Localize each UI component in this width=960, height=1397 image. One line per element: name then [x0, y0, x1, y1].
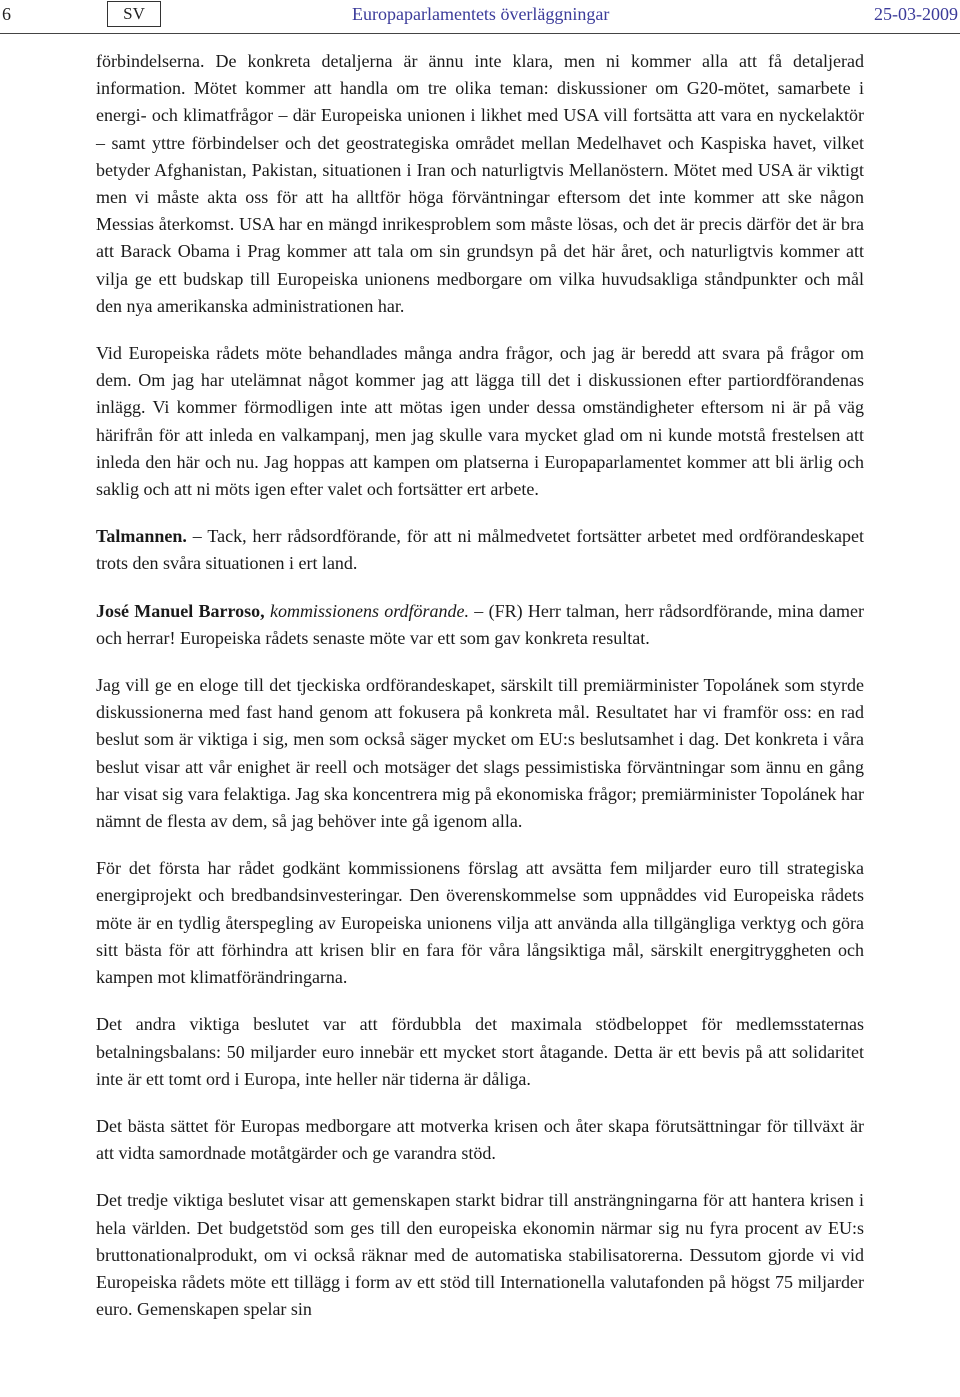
speaker-role: kommissionens ordförande. — [264, 600, 470, 621]
speaker-name: Talmannen. — [96, 526, 187, 547]
paragraph-9: Det tredje viktiga beslutet visar att gemenskapen starkt bidrar till ansträngningarna för att hantera krisen i hela världen. Det budgetstöd som ges till den europeiska ekonomin närmar sig nu fyra procent av EU:s bruttonationalprodukt, om vi också räknar med de automatiska stabilisatorerna. Dessutom gjorde vi vid Europeiska rådets möte ett tillägg i form av ett stöd till Internationella valutafonden på högst 75 miljarder euro. Gemenskapen spelar sin — [96, 1190, 864, 1320]
page-header — [0, 0, 960, 34]
paragraph-2: Vid Europeiska rådets möte behandlades många andra frågor, och jag är beredd att svara på frågor om dem. Om jag har utelämnat något kommer jag att lägga till det i diskussionen efter partiordförandenas inlägg. Vi kommer förmodligen inte att mötas igen under dessa omständigheter eftersom ni är på väg härifrån för att inleda en valkampanj, men jag skulle vara mycket glad om ni kunde motstå frestelsen att inleda den här och nu. Jag hoppas att kampen om platserna i Europaparlamentet kommer att bli ärlig och saklig och att ni möts igen efter valet och fortsätter ert arbete. — [96, 343, 864, 500]
paragraph-4: José Manuel Barroso, kommissionens ordförande. – (FR) Herr talman, herr rådsordförande, mina damer och herrar! Europeiska rådets senaste möte var ett som gav konkreta resultat. — [96, 600, 864, 648]
speaker-name: José Manuel Barroso, — [96, 600, 265, 621]
running-title: Europaparlamentets överläggningar — [352, 4, 610, 24]
paragraph-1: förbindelserna. De konkreta detaljerna är ännu inte klara, men ni kommer alla att få detaljerad information. Mötet kommer att handla om tre olika teman: diskussioner om G20-mötet, samarbete i energi- och klimatfrågor – där Europeiska unionen i likhet med USA vill fortsätta att vara en nyckelaktör – samt yttre förbindelser och det geostrategiska området mellan Medelhavet och Kaspiska havet, vilket betyder Afghanistan, Pakistan, situationen i Iran och naturligtvis Mellanöstern. Mötet med USA är viktigt men vi måste akta oss för att ha alltför höga förväntningar eftersom det inte kommer att ske någon Messias återkomst. USA har en mängd inrikesproblem som måste lösas, och det är precis därför det är bra att Barack Obama i Prag kommer att tala om sin grundsyn på det här året, och naturligtvis kommer att vilja ge ett budskap till Europeiska unionens medborgare om vilka huvudsakliga ståndpunkter och mål den nya amerikanska administrationen har. — [96, 51, 864, 316]
page-number: 6 — [2, 4, 11, 24]
header-divider — [0, 33, 960, 34]
paragraph-8: Det bästa sättet för Europas medborgare att motverka krisen och åter skapa förutsättningar för tillväxt är att vidta samordnade motåtgärder och ge varandra stöd. — [96, 1115, 864, 1164]
paragraph-3: Talmannen. – Tack, herr rådsordförande, för att ni målmedvetet fortsätter arbetet med ordförandeskapet trots den svåra situationen i ert land. — [96, 526, 864, 574]
paragraph-7: Det andra viktiga beslutet var att fördubbla det maximala stödbeloppet för medlemsstaternas betalningsbalans: 50 miljarder euro innebär ett mycket stort åtagande. Detta är ett bevis på att solidaritet inte är ett tomt ord i Europa, inte heller när tiderna är dåliga. — [96, 1014, 864, 1089]
document-body — [96, 48, 864, 1343]
paragraph-5: Jag vill ge en eloge till det tjeckiska ordförandeskapet, särskilt till premiärminister Topolánek som styrde diskussionerna med fast hand genom att fokusera på konkreta mål. Resultatet har vi framför oss: en rad beslut som är viktiga i sig, men som också säger mycket om EU:s beslutsamhet i dag. Det konkreta i våra beslut visar att vår enighet är reell och motsäger det slags pessimistiska förväntningar som ännu en gång har visat sig vara felaktiga. Jag ska koncentrera mig på ekonomiska frågor; premiärminister Topolánek har nämnt de flesta av dem, så jag behöver inte gå igenom alla. — [96, 675, 864, 832]
paragraph-6: För det första har rådet godkänt kommissionens förslag att avsätta fem miljarder euro till strategiska energiprojekt och bredbandsinvesteringar. Den överenskommelse som uppnåddes vid Europeiska rådets möte är en tydlig återspegling av Europeiska unionens vilja att använda alla tillgängliga verktyg och göra sitt bästa för att förhindra att krisen blir en fara för våra långsiktiga mål, särskilt energitryggheten och kampen mot klimatförändringarna. — [96, 858, 864, 988]
header-date: 25-03-2009 — [874, 4, 958, 24]
language-code-box: SV — [107, 1, 161, 27]
